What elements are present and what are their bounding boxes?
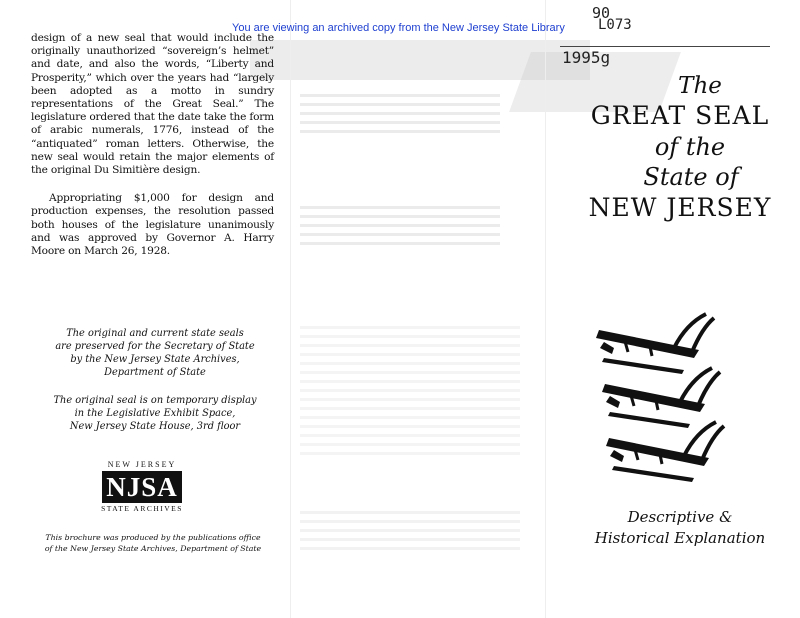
body-paragraph: Appropriating $1,000 for design and production expenses, the resolution passed both houses of the legislature unanimously and was approved by Governor A. Harry Moore on March 26, 1928. — [31, 192, 274, 258]
ghost-text-block — [300, 88, 500, 138]
handwritten-code: L073 — [598, 17, 632, 33]
note-line: Department of State — [104, 367, 206, 378]
note-line: in the Legislative Exhibit Space, — [74, 408, 236, 419]
note-line: New Jersey State House, 3rd floor — [69, 421, 241, 432]
credit-line: of the New Jersey State Archives, Department of State — [44, 544, 262, 553]
preservation-note — [40, 327, 270, 379]
display-note — [40, 394, 270, 433]
logo-mark: NJSA — [102, 471, 182, 503]
note-line: The original and current state seals — [66, 328, 244, 339]
cover-subtitle — [570, 507, 790, 549]
note-line: The original seal is on temporary display — [53, 395, 257, 406]
left-column — [31, 32, 274, 258]
body-paragraph: design of a new seal that would include the originally unauthorized “sovereign’s helmet” and date, and also the words, “Liberty and Prosperity,” which over the years had “largely been adopted as a motto in sundry representations of the Great Seal.” The legislature ordered that the date take the form of arabic numerals, 1776, instead of the “antiquated” roman letters. Otherwise, the new seal would retain the major elements of the original Du Simitière design. — [31, 32, 274, 177]
title-state-of: State of — [643, 163, 739, 191]
three-plows-icon — [594, 312, 734, 486]
handwritten-number: 90 — [592, 4, 611, 22]
title-great-seal: GREAT SEAL — [590, 101, 770, 130]
fold-line — [545, 0, 546, 618]
subtitle-line: Historical Explanation — [594, 529, 766, 547]
archive-banner[interactable]: You are viewing an archived copy from the New Jersey State Library — [232, 22, 565, 34]
subtitle-line: Descriptive & — [627, 508, 733, 526]
fold-line — [290, 0, 291, 618]
logo-bottom-text: STATE ARCHIVES — [101, 504, 183, 513]
ghost-text-block — [300, 505, 520, 555]
logo-top-text: NEW JERSEY — [107, 460, 177, 469]
publication-credit — [33, 532, 273, 554]
title-of-the: of the — [654, 133, 726, 161]
handwritten-underline — [560, 46, 770, 47]
title-new-jersey: NEW JERSEY — [588, 193, 772, 222]
ghost-text-block — [300, 200, 500, 250]
cover-title — [560, 72, 800, 224]
note-line: by the New Jersey State Archives, — [70, 354, 240, 365]
note-line: are preserved for the Secretary of State — [55, 341, 255, 352]
credit-line: This brochure was produced by the publications office — [45, 533, 261, 542]
handwritten-year: 1995g — [562, 48, 611, 67]
njsa-logo — [92, 460, 192, 514]
title-the: The — [678, 73, 722, 99]
ghost-text-block — [300, 320, 520, 460]
